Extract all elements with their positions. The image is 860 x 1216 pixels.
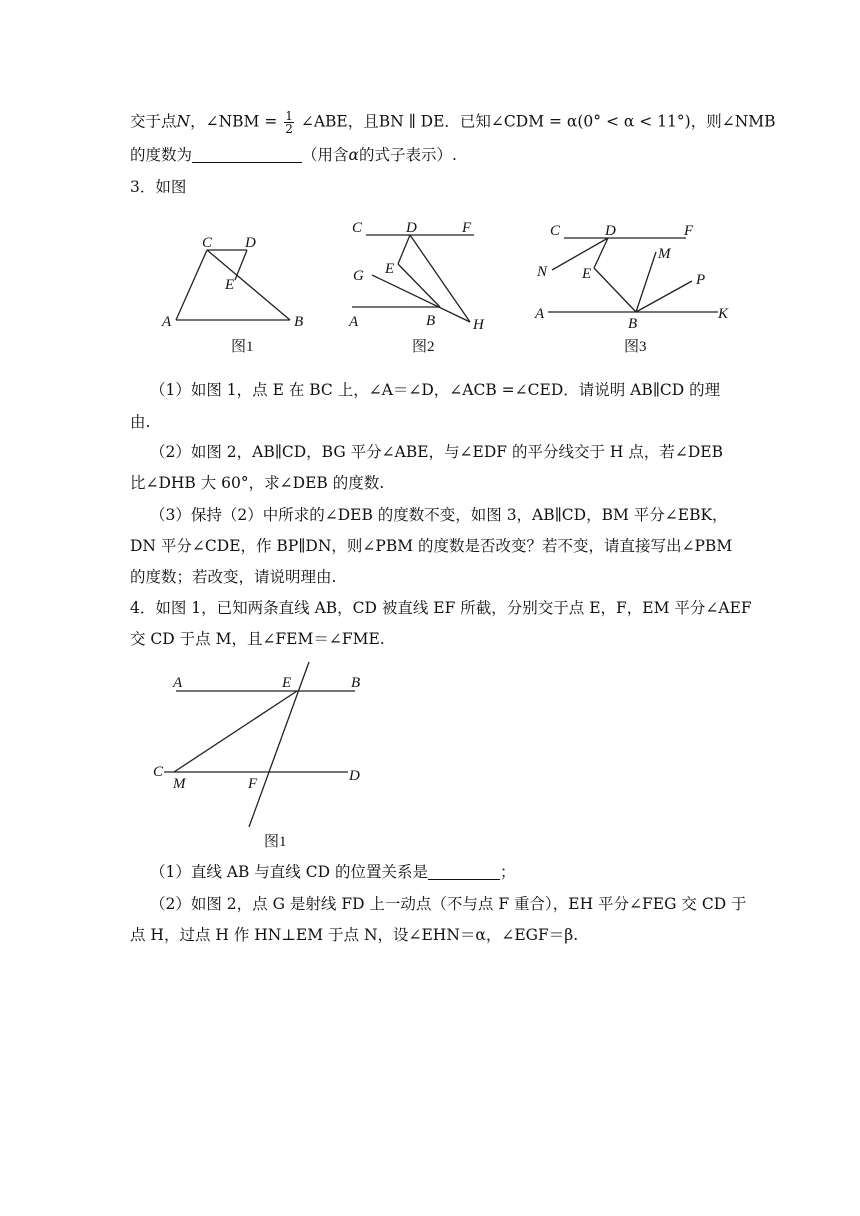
fig3-label-m: M bbox=[658, 246, 671, 262]
fig2-caption: 图2 bbox=[412, 339, 435, 355]
q4-part1-end: ； bbox=[499, 863, 516, 881]
fig3-label-b: B bbox=[628, 316, 638, 332]
q3-heading: 3．如图 bbox=[130, 178, 187, 196]
fig2-label-b: B bbox=[426, 313, 436, 329]
q2-point-n: N bbox=[176, 112, 191, 131]
q3-part1-line2: 由. bbox=[130, 413, 151, 431]
q2-text-c: ∠ABE，且BN ∥ DE．已知∠CDM = α(0° < α < 11°)，则∠NMB bbox=[300, 112, 776, 131]
frac-numerator: 1 bbox=[285, 109, 293, 123]
q3-part2-line1: （2）如图 2，AB∥CD，BG 平分∠ABE，与∠EDF 的平分线交于 H 点，若∠DEB bbox=[150, 443, 723, 461]
fig3-label-d: D bbox=[605, 223, 616, 239]
q3-part3-line1: （3）保持（2）中所求的∠DEB 的度数不变，如图 3，AB∥CD，BM 平分∠EBK， bbox=[150, 506, 728, 524]
q4-part1-text: （1）直线 AB 与直线 CD 的位置关系是 bbox=[150, 863, 428, 881]
q3-part1-line1: （1）如图 1，点 E 在 BC 上，∠A＝∠D，∠ACB =∠CED．请说明 AB∥CD 的理 bbox=[150, 381, 721, 399]
q4-intro-line2: 交 CD 于点 M，且∠FEM＝∠FME. bbox=[130, 630, 385, 648]
fig2-label-g: G bbox=[353, 268, 364, 284]
q2-tail-line2 bbox=[130, 145, 457, 165]
q4-label-m: M bbox=[173, 776, 186, 792]
q2-text-f: 的式子表示）. bbox=[359, 146, 457, 164]
fig2-label-f: F bbox=[462, 220, 472, 236]
fig3-label-a: A bbox=[535, 306, 545, 322]
q3-part2-line2: 比∠DHB 大 60°，求∠DEB 的度数. bbox=[130, 474, 385, 492]
fig3-label-k: K bbox=[718, 306, 729, 322]
q4-label-b: B bbox=[351, 675, 361, 691]
q3-figures bbox=[0, 210, 860, 360]
fig2-label-d: D bbox=[406, 220, 417, 236]
fig3-label-n: N bbox=[537, 264, 548, 280]
fig1-label-c: C bbox=[202, 235, 213, 251]
fig3-label-f: F bbox=[684, 223, 694, 239]
q4-fig-caption: 图1 bbox=[264, 834, 287, 850]
q3-part3-line3: 的度数；若改变，请说明理由. bbox=[130, 568, 337, 586]
q4-label-a: A bbox=[173, 675, 183, 691]
fig1-label-a: A bbox=[162, 314, 172, 330]
fig3-caption: 图3 bbox=[624, 339, 647, 355]
fig1-label-b: B bbox=[294, 314, 304, 330]
q2-alpha: α bbox=[348, 146, 359, 164]
q4-label-e: E bbox=[282, 675, 292, 691]
fig3-label-e: E bbox=[582, 266, 592, 282]
q2-tail-line1 bbox=[130, 110, 776, 135]
q4-part1 bbox=[150, 862, 515, 882]
q3-part3-line2: DN 平分∠CDE，作 BP∥DN，则∠PBM 的度数是否改变？若不变，请直接写出∠PBM bbox=[130, 537, 733, 555]
q3-figure-1 bbox=[161, 235, 303, 355]
q4-answer-blank[interactable] bbox=[428, 863, 500, 880]
q4-figure bbox=[140, 660, 440, 860]
fig1-caption: 图1 bbox=[231, 339, 254, 355]
q4-label-c: C bbox=[153, 764, 164, 780]
fig1-label-d: D bbox=[245, 235, 256, 251]
q4-part2-line1: （2）如图 2，点 G 是射线 FD 上一动点（不与点 F 重合），EH 平分∠FEG 交 CD 于 bbox=[150, 895, 747, 913]
fig3-label-c: C bbox=[550, 223, 561, 239]
answer-blank[interactable] bbox=[192, 146, 302, 163]
fig2-label-c: C bbox=[352, 220, 363, 236]
fig2-label-h: H bbox=[473, 317, 484, 333]
fig2-label-e: E bbox=[385, 261, 395, 277]
fig3-label-p: P bbox=[696, 272, 706, 288]
fig1-label-e: E bbox=[225, 277, 235, 293]
q2-text-b: ，∠NBM = bbox=[190, 112, 278, 131]
q3-figure-2 bbox=[348, 220, 485, 355]
q2-text-d: 的度数为 bbox=[130, 146, 193, 164]
q4-label-f: F bbox=[248, 776, 258, 792]
q2-fraction bbox=[284, 110, 294, 135]
q3-figure-3 bbox=[534, 223, 729, 355]
fig2-label-a: A bbox=[349, 314, 359, 330]
frac-denominator: 2 bbox=[285, 122, 293, 136]
q2-text-a: 交于点 bbox=[130, 112, 177, 131]
q4-part2-line2: 点 H，过点 H 作 HN⊥EM 于点 N，设∠EHN＝α，∠EGF＝β. bbox=[130, 926, 579, 944]
q4-intro-line1: 4．如图 1，已知两条直线 AB，CD 被直线 EF 所截，分别交于点 E，F，EM 平分∠AEF bbox=[130, 599, 752, 617]
q4-label-d: D bbox=[349, 768, 360, 784]
q2-text-e: （用含 bbox=[302, 146, 349, 164]
